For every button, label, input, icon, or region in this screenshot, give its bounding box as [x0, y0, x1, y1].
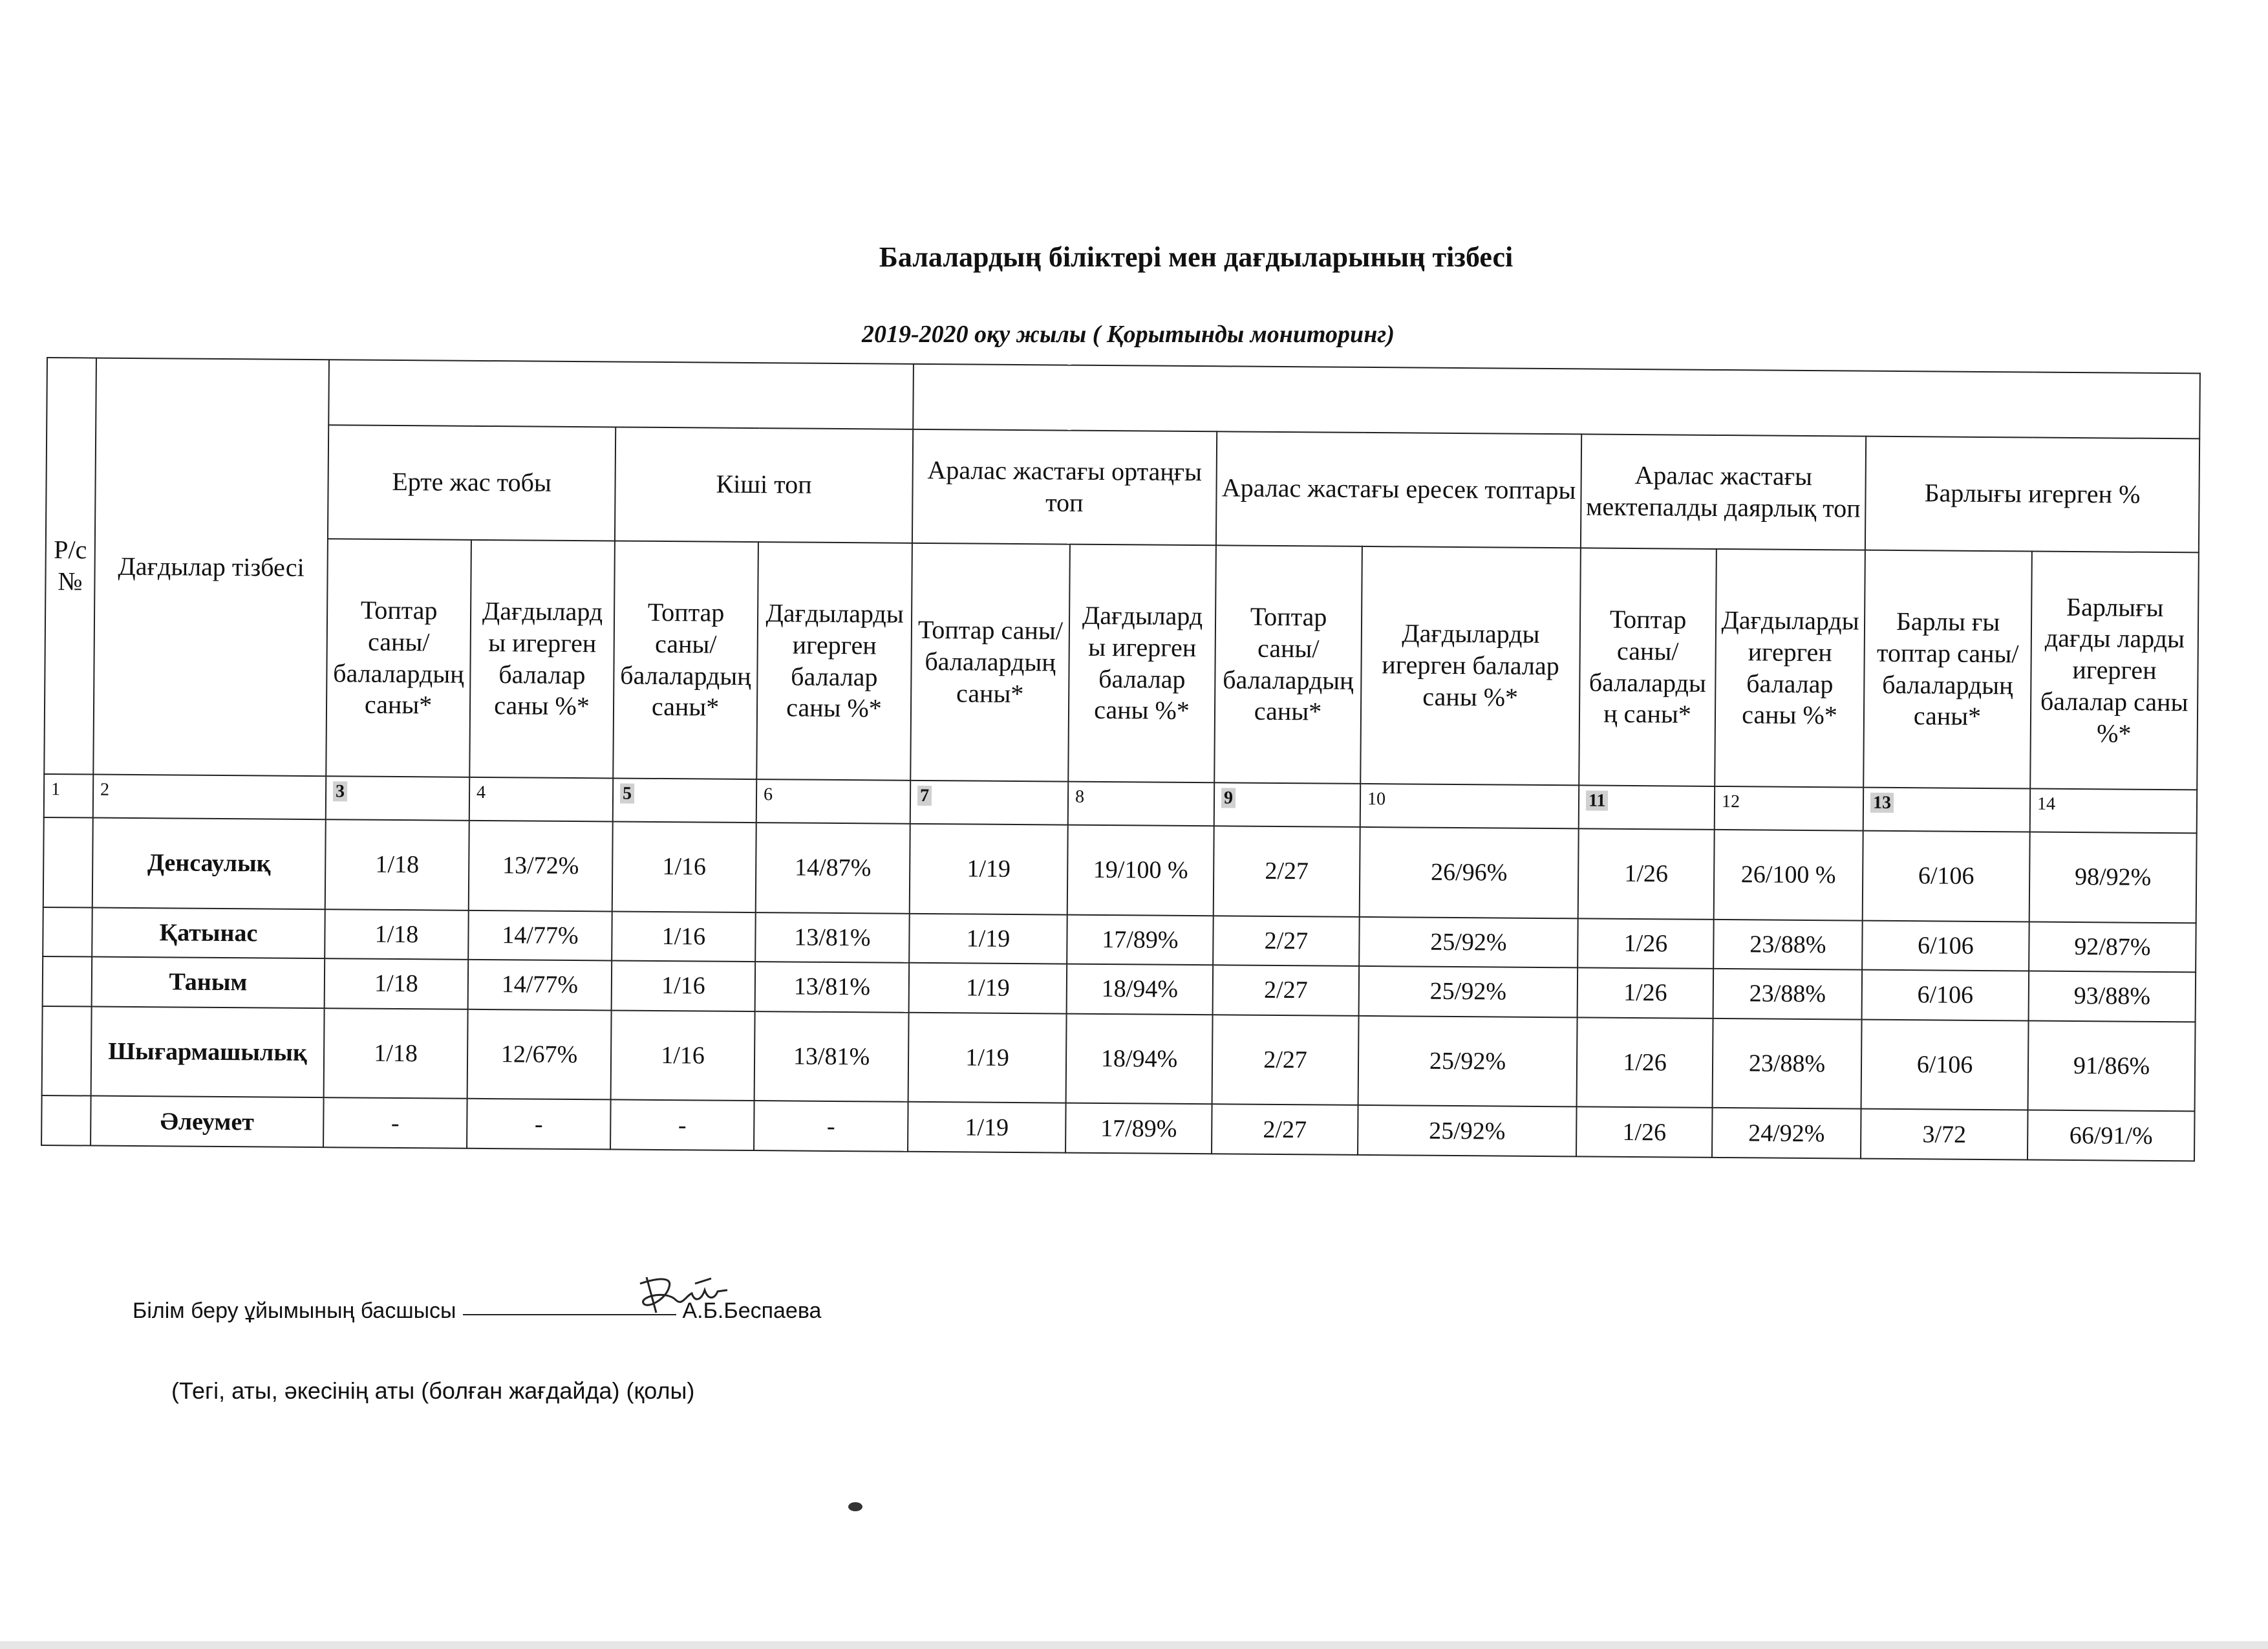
skills-monitoring-table — [41, 357, 2201, 1161]
value-cell: 6/106 — [1862, 970, 2029, 1020]
table-row — [42, 1006, 2196, 1112]
row-index-cell — [42, 1006, 92, 1096]
head-label: Білім беру ұйымының басшысы — [133, 1299, 456, 1323]
column-number: 5 — [620, 784, 634, 804]
value-cell: 26/100 % — [1714, 830, 1863, 921]
column-number: 13 — [1870, 793, 1894, 813]
skill-name: Қатынас — [92, 907, 325, 958]
value-cell: 23/88% — [1713, 919, 1863, 969]
value-cell: 6/106 — [1863, 830, 2030, 921]
value-cell: 93/88% — [2029, 971, 2196, 1022]
value-cell: 1/26 — [1577, 1017, 1713, 1108]
signature-note: (Тегі, аты, әкесінің аты (болған жағдайда) (қолы) — [171, 1377, 695, 1404]
value-cell: 1/18 — [325, 958, 469, 1009]
value-cell: 24/92% — [1712, 1108, 1861, 1158]
column-number: 9 — [1221, 788, 1236, 808]
value-cell: 2/27 — [1213, 965, 1360, 1015]
blank-band-cell — [913, 364, 2200, 438]
value-cell: 17/89% — [1067, 914, 1214, 965]
skill-name: Шығармашылық — [91, 1006, 325, 1098]
column-number: 2 — [93, 775, 326, 819]
document-title: Балалардың біліктері мен дағдыларының тізбесі — [879, 241, 1514, 273]
skill-name: Әлеумет — [91, 1096, 324, 1147]
row-index-cell — [41, 1095, 91, 1145]
subheader-skills-percent: Дағдыларды игерген балалар саны %* — [756, 542, 912, 781]
column-number: 3 — [333, 781, 347, 801]
group-header-junior: Кіші топ — [615, 427, 913, 543]
value-cell: 14/77% — [468, 910, 612, 960]
value-cell: 6/106 — [1861, 1019, 2029, 1110]
scan-edge — [0, 1641, 2268, 1649]
value-cell: 1/18 — [325, 819, 469, 911]
skill-name: Денсаулық — [92, 817, 326, 909]
column-number: 11 — [1586, 791, 1609, 811]
value-cell: - — [610, 1100, 754, 1150]
value-cell: - — [467, 1099, 611, 1149]
value-cell: 23/88% — [1713, 969, 1863, 1019]
column-number: 7 — [917, 786, 932, 806]
column-number-cell — [613, 779, 756, 823]
value-cell: 2/27 — [1212, 1015, 1359, 1106]
value-cell: 25/92% — [1359, 966, 1578, 1017]
value-cell: 1/26 — [1578, 918, 1714, 969]
column-number: 4 — [469, 777, 613, 821]
value-cell: - — [754, 1101, 908, 1152]
blank-band-cell — [328, 360, 914, 429]
column-number-cell — [326, 776, 469, 820]
column-number-cell — [1863, 788, 2030, 832]
value-cell: 23/88% — [1713, 1018, 1862, 1109]
value-cell: 18/94% — [1066, 1013, 1213, 1105]
value-cell: 1/18 — [325, 909, 469, 960]
subheader-groups-children: Топтар саны/ балалардың саны* — [1214, 545, 1362, 784]
subheader-skills-percent: Дағдыларды игерген балалар саны %* — [469, 540, 615, 779]
value-cell: 1/26 — [1578, 967, 1714, 1018]
value-cell: 1/18 — [324, 1008, 468, 1099]
subheader-skills-percent: Барлығы дағды ларды игерген балалар саны %* — [2030, 551, 2199, 790]
column-number: 8 — [1068, 782, 1214, 826]
subheader-groups-children: Топтар саны/ балалардың саны* — [910, 543, 1070, 782]
value-cell: 14/77% — [468, 960, 612, 1010]
row-index-cell — [43, 907, 92, 957]
value-cell: 1/19 — [908, 1012, 1067, 1103]
subheader-skills-percent: Дағдыларды игерген балалар саны %* — [1068, 544, 1216, 782]
value-cell: 19/100 % — [1067, 824, 1214, 916]
subheader-skills-percent: Дағдыларды игерген балалар саны %* — [1360, 546, 1581, 786]
value-cell: 18/94% — [1067, 964, 1214, 1015]
value-cell: 26/96% — [1360, 827, 1579, 918]
row-index-cell — [43, 956, 92, 1006]
value-cell: 6/106 — [1862, 920, 2029, 971]
value-cell: 25/92% — [1358, 1105, 1577, 1156]
row-index-cell — [43, 817, 93, 907]
head-name: А.Б.Беспаева — [682, 1299, 822, 1323]
value-cell: 13/81% — [755, 912, 910, 963]
subheader-skills-percent: Дағдыларды игерген балалар саны %* — [1715, 549, 1865, 788]
value-cell: 13/81% — [754, 1011, 909, 1103]
group-header-middle: Аралас жастағы ортаңғы топ — [912, 429, 1217, 545]
value-cell: 13/81% — [755, 962, 910, 1012]
value-cell: 2/27 — [1212, 1105, 1358, 1155]
skill-name: Таным — [92, 957, 325, 1008]
rc-header-cell — [44, 358, 96, 775]
column-number-cell — [1579, 786, 1715, 830]
value-cell: 1/26 — [1576, 1107, 1713, 1158]
value-cell: 66/91/% — [2027, 1110, 2195, 1161]
skills-header-cell — [93, 358, 329, 777]
subheader-groups-children: Барлы ғы топтар саны/ балалардың саны* — [1863, 550, 2032, 788]
value-cell: 91/86% — [2028, 1020, 2196, 1112]
value-cell: 1/16 — [611, 1010, 755, 1101]
subheader-groups-children: Топтар саны/ балалардың саны* — [1579, 548, 1717, 786]
document-subtitle: 2019-2020 оқу жылы ( Қорытынды мониторинг) — [862, 321, 1395, 348]
handwritten-signature — [621, 1264, 750, 1326]
value-cell: 1/16 — [612, 960, 756, 1011]
value-cell: 1/19 — [908, 1102, 1066, 1152]
subheader-groups-children: Топтар саны/ балалардың саны* — [326, 539, 471, 777]
value-cell: 1/19 — [909, 963, 1067, 1013]
value-cell: 17/89% — [1065, 1103, 1212, 1154]
column-number: 10 — [1360, 784, 1579, 828]
column-number: 1 — [44, 774, 93, 817]
scan-speck — [848, 1502, 862, 1511]
value-cell: 98/92% — [2029, 832, 2197, 923]
column-number: 14 — [2030, 789, 2197, 833]
column-number: 12 — [1715, 786, 1863, 830]
value-cell: 13/72% — [469, 820, 613, 911]
group-header-senior: Аралас жастағы ересек топтары — [1216, 431, 1581, 548]
value-cell: 1/16 — [612, 821, 756, 912]
value-cell: 25/92% — [1358, 1015, 1578, 1106]
group-header-preschool: Аралас жастағы мектепалды даярлық топ — [1581, 434, 1866, 550]
value-cell: 14/87% — [756, 823, 910, 914]
group-header-early: Ерте жас тобы — [328, 425, 615, 541]
value-cell: 1/16 — [612, 911, 756, 962]
value-cell: - — [323, 1098, 467, 1148]
column-number-cell — [1214, 782, 1360, 826]
value-cell: 1/19 — [909, 913, 1067, 964]
value-cell: 1/26 — [1578, 828, 1715, 919]
table-row — [43, 817, 2197, 923]
value-cell: 3/72 — [1861, 1109, 2028, 1159]
value-cell: 2/27 — [1213, 916, 1360, 966]
subheader-groups-children: Топтар саны/ балалардың саны* — [613, 541, 758, 779]
value-cell: 92/87% — [2029, 921, 2196, 972]
skills-header: Дағдылар тізбесі — [118, 551, 305, 582]
value-cell: 2/27 — [1214, 826, 1360, 917]
group-header-total: Барлығы игерген % — [1865, 436, 2199, 552]
value-cell: 1/19 — [910, 823, 1068, 914]
rc-header: Р/с № — [54, 535, 87, 596]
column-number-cell — [910, 781, 1068, 824]
value-cell: 12/67% — [467, 1009, 612, 1100]
column-number: 6 — [756, 779, 910, 823]
value-cell: 25/92% — [1359, 916, 1578, 967]
